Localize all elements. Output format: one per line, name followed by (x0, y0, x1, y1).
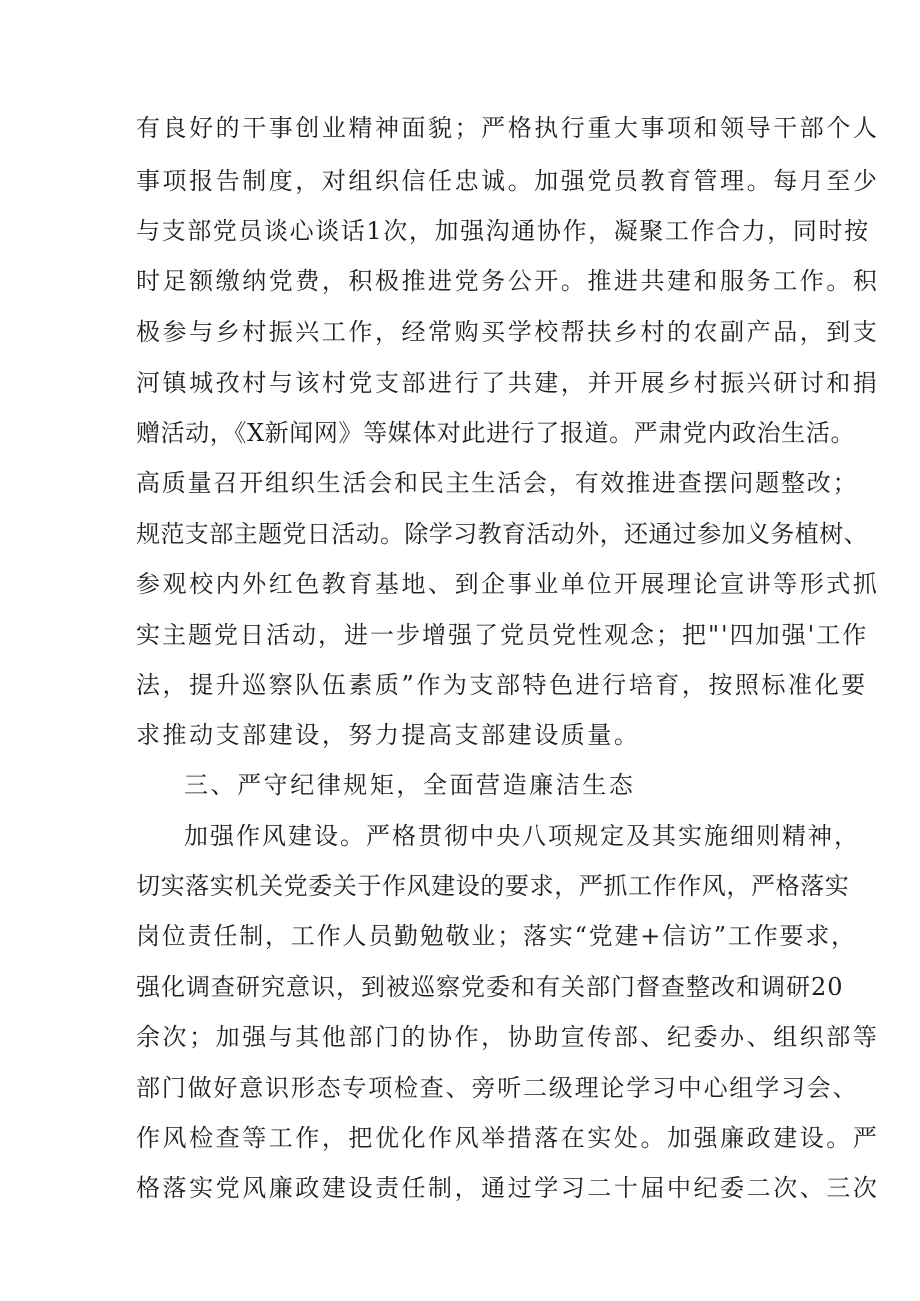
paragraph-line: 作风检查等工作，把优化作风举措落在实处。加强廉政建设。严 (136, 1124, 880, 1152)
paragraph-line: 赠活动，《X新闻网》等媒体对此进行了报道。严肃党内政治生活。 (136, 419, 856, 447)
paragraph-line: 高质量召开组织生活会和民主生活会，有效推进查摆问题整改； (136, 469, 859, 497)
paragraph-line: 河镇城孜村与该村党支部进行了共建，并开展乡村振兴研讨和捐 (136, 369, 880, 397)
paragraph-line: 法，提升巡察队伍素质”作为支部特色进行培育，按照标准化要 (136, 671, 868, 699)
paragraph-line: 参观校内外红色教育基地、到企事业单位开展理论宣讲等形式抓 (136, 570, 880, 598)
paragraph-line: 强化调查研究意识，到被巡察党委和有关部门督查整改和调研20 (136, 973, 844, 1001)
paragraph-line: 部门做好意识形态专项检查、旁听二级理论学习中心组学习会、 (136, 1074, 859, 1102)
paragraph-line: 加强作风建设。严格贯彻中央八项规定及其实施细则精神， (184, 822, 860, 850)
section-heading: 三、严守纪律规矩，全面营造廉洁生态 (184, 771, 636, 799)
paragraph-line: 求推动支部建设，努力提高支部建设质量。 (136, 721, 641, 749)
paragraph-line: 极参与乡村振兴工作，经常购买学校帮扶乡村的农副产品，到支 (136, 318, 880, 346)
paragraph-line: 切实落实机关党委关于作风建设的要求，严抓工作作风，严格落实 (136, 872, 850, 900)
paragraph-line: 事项报告制度，对组织信任忠诚。加强党员教育管理。每月至少 (136, 167, 880, 195)
paragraph-line: 有良好的干事创业精神面貌；严格执行重大事项和领导干部个人 (136, 114, 880, 142)
paragraph-line: 余次；加强与其他部门的协作，协助宣传部、纪委办、组织部等 (136, 1023, 880, 1051)
paragraph-line: 实主题党日活动，进一步增强了党员党性观念；把"'四加强'工作 (136, 621, 869, 649)
paragraph-line: 与支部党员谈心谈话1次，加强沟通协作，凝聚工作合力，同时按 (136, 217, 870, 245)
paragraph-line: 时足额缴纳党费，积极推进党务公开。推进共建和服务工作。积 (136, 267, 880, 295)
paragraph-line: 格落实党风廉政建设责任制，通过学习二十届中纪委二次、三次 (136, 1174, 880, 1202)
paragraph-line: 规范支部主题党日活动。除学习教育活动外，还通过参加义务植树、 (136, 520, 868, 548)
paragraph-line: 岗位责任制，工作人员勤勉敬业；落实“党建+信访”工作要求， (136, 922, 857, 950)
